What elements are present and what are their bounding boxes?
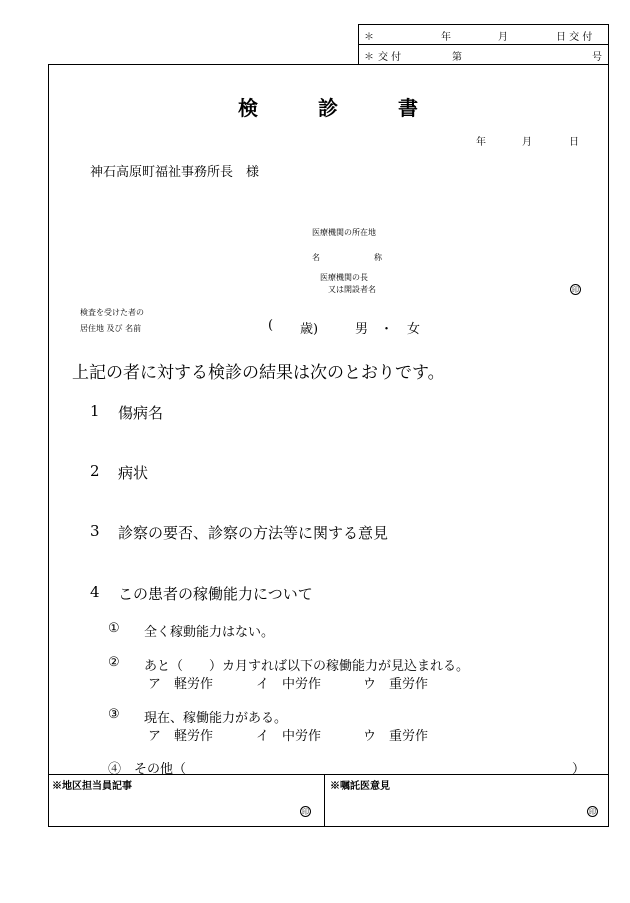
patient-sex-separator: ・ (380, 322, 394, 337)
institution-head-label: 医療機関の長 (320, 273, 368, 282)
section-3-label: 診察の要否、診察の方法等に関する意見 (118, 524, 389, 542)
title-char-3: 書 (398, 96, 418, 120)
ability-option-4-close: ） (572, 762, 586, 777)
footer-divider (48, 774, 609, 775)
ability-option-2-light: ア 軽労作 (148, 677, 214, 692)
section-1-label: 傷病名 (118, 404, 164, 422)
intro-sentence: 上記の者に対する検診の結果は次のとおりです。 (72, 363, 445, 383)
title-char-1: 検 (238, 96, 258, 120)
ability-option-2-heavy: ウ 重労作 (363, 677, 429, 692)
receipt-issue-label: 交 付 (378, 52, 402, 63)
footer-left-seal-icon: 印 (302, 808, 309, 816)
institution-founder-label: 又は開設者名 (328, 285, 376, 294)
receipt-go-label: 号 (592, 52, 602, 63)
patient-sex-female: 女 (407, 322, 421, 337)
institution-name-label-1: 名 (312, 253, 320, 262)
receipt-divider (358, 44, 609, 45)
date-day: 日 (569, 137, 579, 148)
ability-option-2-number: ② (108, 655, 120, 670)
receipt-year: 年 (441, 32, 451, 43)
addressee: 神石高原町福祉事務所長 様 (90, 165, 260, 180)
ability-option-1-number: ① (108, 621, 120, 636)
title-char-2: 診 (318, 96, 338, 120)
ability-option-2-medium: イ 中労作 (256, 677, 322, 692)
patient-label-line2: 居住地 及び 名前 (80, 324, 142, 333)
ability-option-1-text: 全く稼動能力はない。 (144, 625, 275, 640)
ability-option-3-heavy: ウ 重労作 (363, 729, 429, 744)
footer-center-divider (324, 774, 325, 827)
ability-option-3-text: 現在、稼働能力がある。 (144, 711, 288, 726)
footer-left-label: ※地区担当員記事 (52, 781, 132, 792)
ability-option-4-text: ④ その他（ (108, 762, 187, 777)
section-2-number: 2 (90, 462, 100, 480)
footer-right-seal-icon: 印 (589, 808, 596, 816)
section-3-number: 3 (90, 522, 100, 540)
ability-option-3-light: ア 軽労作 (148, 729, 214, 744)
patient-sex-male: 男 (355, 322, 369, 337)
patient-label-line1: 検査を受けた者の (80, 308, 144, 317)
institution-name-label-2: 称 (374, 253, 382, 262)
receipt-month: 月 (498, 32, 508, 43)
receipt-no-label: 第 (452, 52, 462, 63)
section-4-number: 4 (90, 583, 100, 601)
receipt-mark-1: ＊ (364, 32, 374, 43)
patient-age-open: ( (268, 318, 274, 333)
ability-option-3-number: ③ (108, 707, 120, 722)
section-1-number: 1 (90, 402, 100, 420)
section-2-label: 病状 (118, 464, 149, 482)
institution-address-label: 医療機関の所在地 (312, 228, 376, 237)
footer-right-label: ※嘱託医意見 (330, 781, 390, 792)
receipt-issue-day: 日 交 付 (556, 32, 593, 43)
date-year: 年 (476, 137, 486, 148)
ability-option-3-medium: イ 中労作 (256, 729, 322, 744)
patient-age-label: 歳) (300, 322, 319, 337)
receipt-mark-2: ＊ (364, 52, 374, 63)
institution-seal-icon: 印 (572, 286, 579, 294)
date-month: 月 (522, 137, 532, 148)
section-4-label: この患者の稼働能力について (118, 585, 313, 603)
ability-option-2-text: あと（ ）カ月すれば以下の稼働能力が見込まれる。 (144, 659, 470, 674)
